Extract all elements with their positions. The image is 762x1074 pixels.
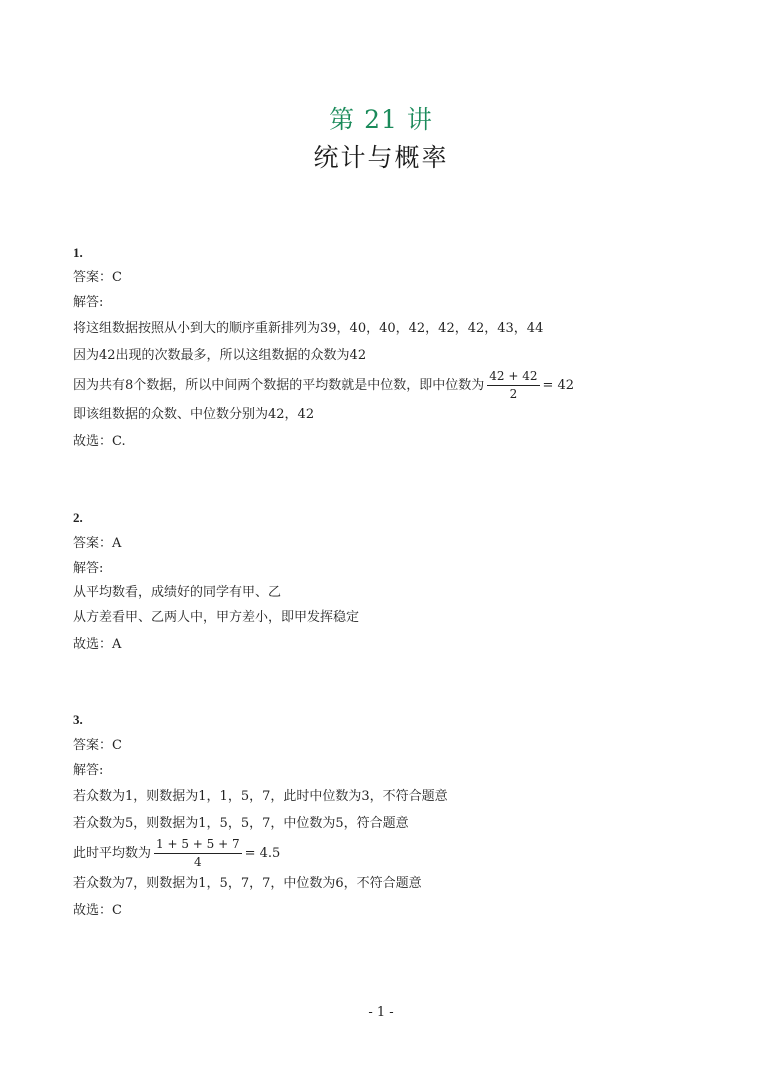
q1-fraction <box>487 369 539 402</box>
q1-number: 1. <box>73 245 83 260</box>
q3-fraction-numerator: 1 + 5 + 5 + 7 <box>154 837 242 854</box>
q2-line1: 从平均数看，成绩好的同学有甲、乙 <box>73 585 282 600</box>
q3-line3-text: 此时平均数为 <box>73 846 152 861</box>
q1-line2: 因为42出现的次数最多，所以这组数据的众数为42 <box>73 348 367 363</box>
q3-fraction <box>154 837 242 870</box>
page-number: - 1 - <box>368 1005 394 1020</box>
q1-line3-result: = 42 <box>542 378 575 393</box>
q1-fraction-denominator: 2 <box>509 387 518 401</box>
q3-line1: 若众数为1，则数据为1，1，5，7，此时中位数为3，不符合题意 <box>73 789 448 804</box>
q1-answer: 答案：C <box>73 270 122 285</box>
q1-line1: 将这组数据按照从小到大的顺序重新排列为39，40，40，42，42，42，43，44 <box>73 321 544 336</box>
q2-line2: 从方差看甲、乙两人中，甲方差小，即甲发挥稳定 <box>73 610 360 625</box>
q1-analysis-label: 解答: <box>73 295 104 310</box>
q3-number: 3. <box>73 712 83 727</box>
q3-fraction-denominator: 4 <box>193 855 202 869</box>
q2-choice: 故选：A <box>73 637 122 652</box>
q3-answer: 答案：C <box>73 738 122 753</box>
lecture-title: 第 21 讲 <box>329 105 433 134</box>
q3-line2: 若众数为5，则数据为1，5，5，7，中位数为5，符合题意 <box>73 816 409 831</box>
q3-line3 <box>73 837 280 870</box>
q3-line4: 若众数为7，则数据为1，5，7，7，中位数为6，不符合题意 <box>73 876 422 891</box>
q3-choice: 故选：C <box>73 903 122 918</box>
q3-line3-result: = 4.5 <box>244 846 281 861</box>
q1-choice: 故选：C. <box>73 434 126 449</box>
q1-fraction-numerator: 42 + 42 <box>487 369 539 386</box>
q1-line3-text: 因为共有8个数据，所以中间两个数据的平均数就是中位数，即中位数为 <box>73 378 485 393</box>
q2-number: 2. <box>73 510 83 525</box>
q2-answer: 答案：A <box>73 536 122 551</box>
topic-title: 统计与概率 <box>313 143 449 172</box>
q2-analysis-label: 解答: <box>73 561 104 576</box>
q1-line4: 即该组数据的众数、中位数分别为42，42 <box>73 407 315 422</box>
q1-line3 <box>73 369 574 402</box>
q3-analysis-label: 解答: <box>73 763 104 778</box>
